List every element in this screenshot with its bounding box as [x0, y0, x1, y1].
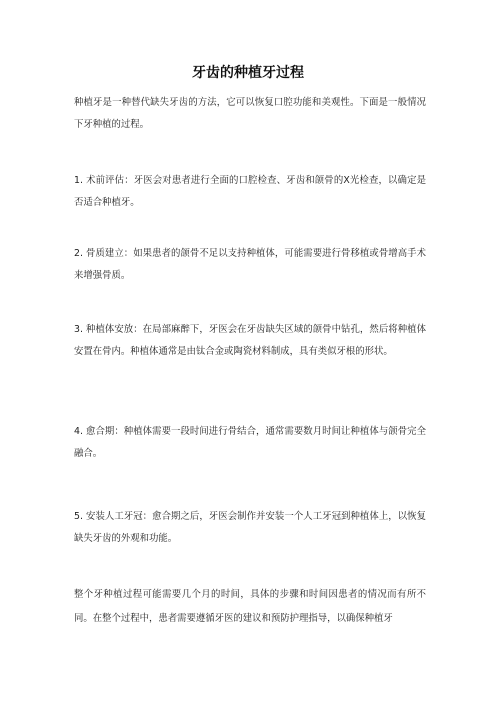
conclusion-paragraph: 整个牙种植过程可能需要几个月的时间，具体的步骤和时间因患者的情况而有所不同。在整个过程中，患者需要遵循牙医的建议和预防护理指导，以确保种植牙 [74, 589, 426, 624]
step-1-paragraph: 1. 术前评估：牙医会对患者进行全面的口腔检查、牙齿和颌骨的X光检查，以确定是否适合种植牙。 [74, 175, 426, 208]
step-5-paragraph: 5. 安装人工牙冠：愈合期之后，牙医会制作并安装一个人工牙冠到种植体上，以恢复缺失牙齿的外观和功能。 [74, 511, 426, 544]
step-3-paragraph: 3. 种植体安放：在局部麻醉下，牙医会在牙齿缺失区域的颌骨中钻孔，然后将种植体安置在骨内。种植体通常是由钛合金或陶瓷材料制成，具有类似牙根的形状。 [74, 324, 426, 357]
intro-paragraph: 种植牙是一种替代缺失牙齿的方法，它可以恢复口腔功能和美观性。下面是一般情况下牙种植的过程。 [74, 97, 426, 130]
step-2-paragraph: 2. 骨质建立：如果患者的颌骨不足以支持种植体，可能需要进行骨移植或骨增高手术来增强骨质。 [74, 248, 426, 281]
step-4-paragraph: 4. 愈合期：种植体需要一段时间进行骨结合，通常需要数月时间让种植体与颌骨完全融合。 [74, 426, 426, 459]
document-title: 牙齿的种植牙过程 [192, 65, 304, 81]
